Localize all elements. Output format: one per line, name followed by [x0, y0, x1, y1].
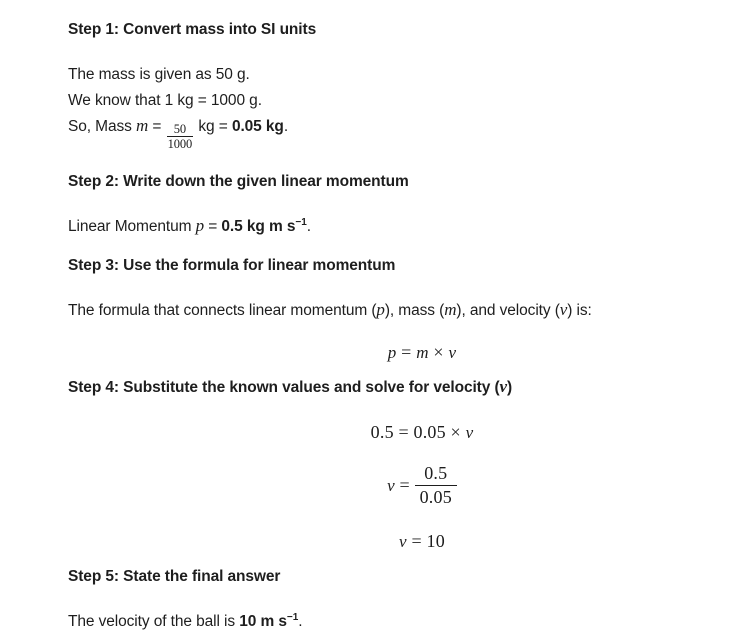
inline-fraction: [166, 122, 195, 151]
fraction-denominator: 1000: [167, 137, 193, 151]
math-operand: 0.5 = 0.05 ×: [370, 422, 466, 442]
display-formula-result: [180, 529, 664, 553]
heading-text: Step 4: Substitute the known values and solve for velocity (: [68, 379, 500, 396]
math-operator: =: [394, 474, 415, 495]
step-1-heading: Step 1: Convert mass into SI units: [68, 21, 317, 38]
fraction-denominator: 0.05: [415, 485, 457, 508]
text-segment: The velocity of the ball is: [68, 613, 240, 631]
text-segment: .: [283, 118, 289, 135]
display-formula-momentum: [180, 340, 664, 364]
bold-segment: 0.5 kg m s: [221, 218, 296, 235]
text-segment: The formula that connects linear momentum (: [68, 302, 377, 319]
bold-segment: 10 m s: [239, 613, 287, 631]
step-1-paragraph: [68, 62, 664, 158]
superscript: −1: [286, 612, 299, 624]
math-var-v: v: [448, 343, 457, 362]
fraction-numerator: 50: [173, 122, 187, 136]
step-5-heading: Step 5: State the final answer: [68, 568, 281, 586]
text-segment: Linear Momentum: [68, 218, 196, 235]
math-var-p: p: [387, 343, 397, 362]
kg-conversion-line: We know that 1 kg = 1000 g.: [68, 92, 262, 109]
step-3-heading: Step 3: Use the formula for linear momentum: [68, 257, 396, 274]
step-5-paragraph: [68, 609, 664, 637]
step-2-paragraph: [68, 214, 664, 242]
text-segment: .: [306, 218, 311, 235]
velocity-result-bold: [239, 613, 298, 630]
math-var-v: v: [465, 423, 474, 442]
text-segment: ), and velocity (: [456, 302, 560, 319]
math-var-p: p: [376, 300, 385, 319]
math-var-p: p: [195, 216, 205, 235]
mass-result-bold: 0.05 kg: [231, 118, 284, 135]
momentum-value-bold: [221, 218, 306, 235]
heading-text: ): [507, 379, 513, 396]
math-var-m: m: [416, 343, 429, 362]
math-operator: ×: [428, 342, 449, 362]
text-segment: So, Mass: [68, 118, 137, 135]
fraction-numerator: 0.5: [424, 463, 448, 483]
mass-calculation-line: [68, 114, 664, 158]
text-segment: ), mass (: [384, 302, 445, 319]
text-segment: =: [204, 218, 222, 235]
step-4-heading: [68, 377, 664, 396]
math-var-v: v: [559, 300, 568, 319]
display-formula-substitution: [180, 420, 664, 444]
math-operand: = 10: [406, 531, 445, 552]
mass-given-line: The mass is given as 50 g.: [68, 66, 250, 83]
text-segment: ) is:: [567, 302, 592, 319]
text-segment: kg =: [194, 118, 232, 135]
math-var-m: m: [136, 116, 149, 135]
display-formula-division: [180, 464, 664, 509]
step-2-heading: Step 2: Write down the given linear momentum: [68, 173, 409, 190]
math-var-v: v: [399, 532, 407, 552]
display-fraction: [415, 463, 457, 508]
math-var-m: m: [444, 300, 457, 319]
text-segment: =: [148, 118, 166, 135]
text-segment: .: [298, 613, 303, 631]
math-var-v: v: [499, 377, 507, 396]
math-operator: =: [396, 342, 417, 362]
step-3-paragraph: [68, 298, 664, 324]
superscript: −1: [295, 217, 307, 228]
math-var-v: v: [387, 475, 395, 495]
